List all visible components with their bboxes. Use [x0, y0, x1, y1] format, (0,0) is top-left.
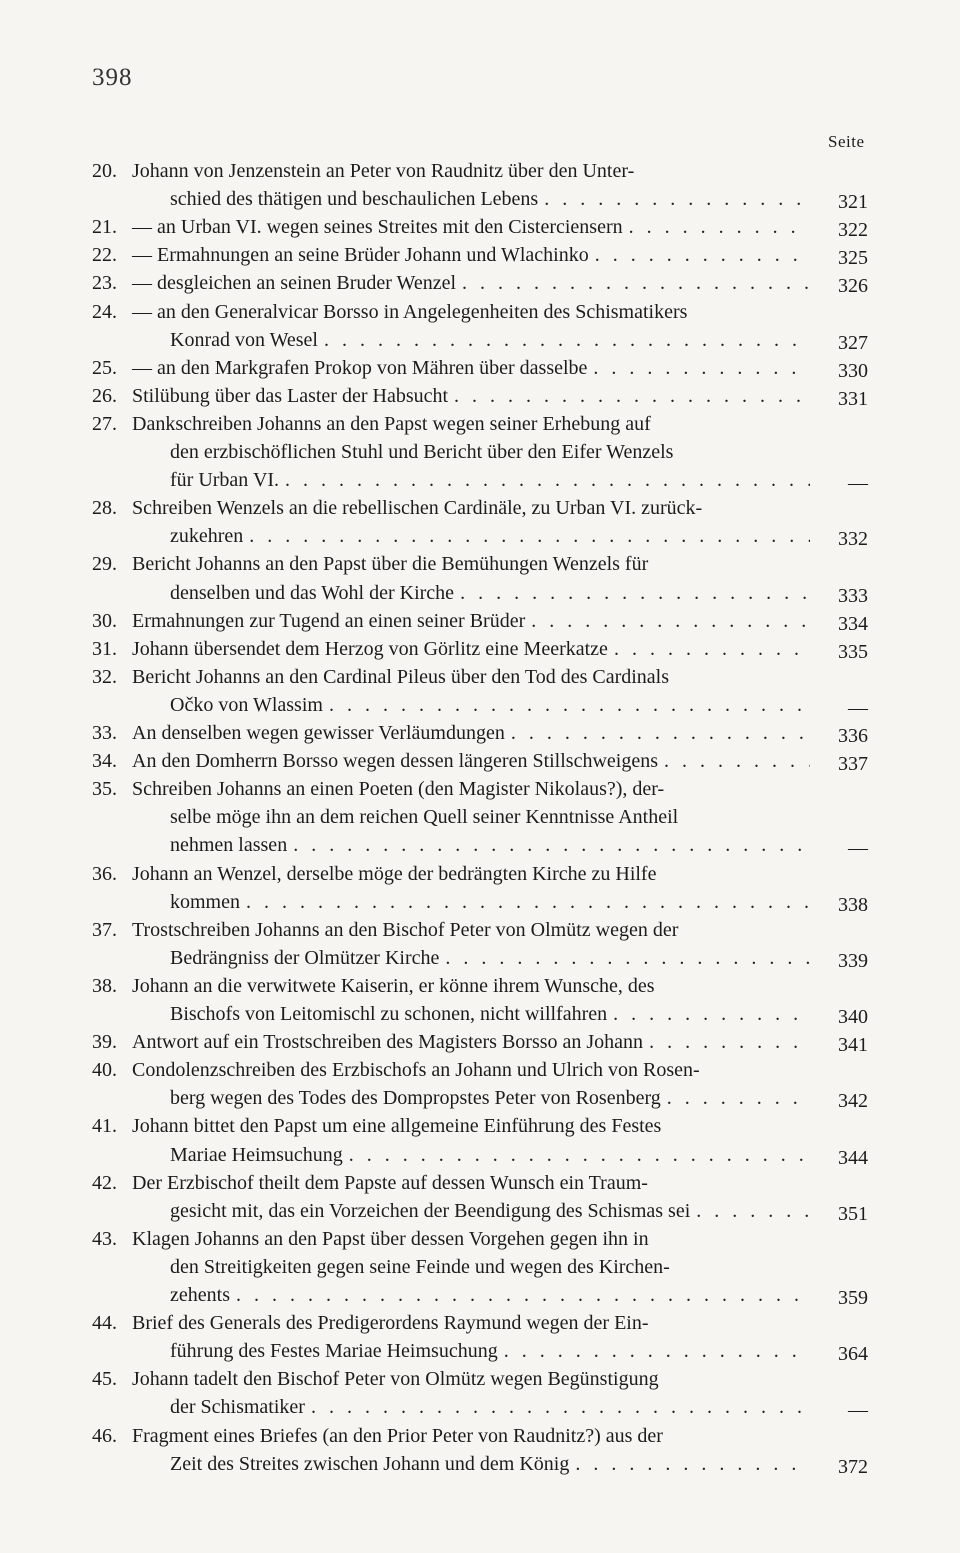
entry-title-text: Johann übersendet dem Herzog von Görlitz eine Meerkatze	[132, 637, 608, 660]
entry-title-text: Očko von Wlassim	[170, 693, 323, 716]
entry-title-text: An denselben wegen gewisser Verläumdungen	[132, 722, 505, 744]
entry-title-text: Johann bittet den Papst um eine allgemeine Einführung des Festes	[132, 1115, 662, 1138]
toc-entry-line	[92, 214, 810, 240]
entry-page-number: —	[848, 1399, 868, 1422]
toc-entry-line	[170, 467, 810, 493]
entry-title-text: Bericht Johanns an den Papst über die Bemühungen Wenzels für	[132, 553, 649, 576]
entry-title-text: Trostschreiben Johanns an den Bischof Peter von Olmütz wegen der	[132, 918, 679, 941]
entry-page-number: 332	[838, 528, 868, 551]
entry-number: 42.	[92, 1171, 117, 1194]
entry-title-text: Johann von Jenzenstein an Peter von Raudnitz über den Unter-	[132, 160, 635, 182]
entry-number: 29.	[92, 553, 117, 576]
toc-entry-line	[170, 1001, 810, 1027]
dot-leader	[613, 1001, 810, 1027]
toc-entry-line	[92, 1057, 810, 1083]
dot-leader	[285, 467, 810, 493]
toc-entry-line	[170, 523, 810, 549]
toc-entry-line	[92, 720, 810, 746]
toc-entry-line	[170, 889, 810, 915]
column-header-seite: Seite	[828, 132, 865, 151]
dot-leader	[460, 580, 810, 606]
dot-leader	[454, 383, 810, 409]
entry-number: 38.	[92, 974, 117, 997]
entry-title-text: denselben und das Wohl der Kirche	[170, 581, 455, 604]
entry-title-text: Bischofs von Leitomischl zu schonen, nicht willfahren	[170, 1003, 608, 1025]
entry-title-text: zehents	[170, 1284, 230, 1306]
entry-number: 43.	[92, 1227, 117, 1250]
toc-entry-line	[170, 580, 810, 606]
dot-leader	[511, 720, 810, 746]
entry-title-text: schied des thätigen und beschaulichen Lebens	[170, 188, 539, 211]
entry-title-text: Ermahnungen zur Tugend an einen seiner Brüder	[132, 609, 526, 632]
entry-number: 35.	[92, 778, 117, 801]
entry-title-text: Dankschreiben Johanns an den Papst wegen seiner Erhebung auf	[132, 412, 651, 435]
entry-number: 34.	[92, 750, 117, 773]
entry-number: 41.	[92, 1115, 117, 1138]
dot-leader	[324, 327, 810, 353]
toc-entry-line	[170, 832, 810, 858]
toc-entry-line	[170, 1338, 810, 1364]
entry-title-text: Konrad von Wesel	[170, 328, 318, 351]
dot-leader	[236, 1282, 810, 1308]
entry-page-number: 364	[838, 1343, 868, 1366]
entry-title-text: Brief des Generals des Predigerordens Raymund wegen der Ein-	[132, 1312, 649, 1335]
dot-leader	[649, 1029, 810, 1055]
entry-page-number: 342	[838, 1090, 868, 1113]
entry-page-number: 351	[838, 1202, 868, 1225]
entry-page-number: 340	[838, 1006, 868, 1028]
toc-entry-line	[92, 1170, 810, 1196]
entry-title-text: Klagen Johanns an den Papst über dessen Vorgehen gegen ihn in	[132, 1227, 649, 1250]
entry-number: 28.	[92, 497, 117, 520]
dot-leader	[696, 1198, 810, 1224]
dot-leader	[667, 1085, 810, 1111]
dot-leader	[575, 1451, 810, 1477]
toc-entry-line	[92, 383, 810, 409]
toc-entry-line	[170, 1254, 810, 1280]
entry-title-text: Zeit des Streites zwischen Johann und dem König	[170, 1452, 570, 1475]
entry-page-number: 341	[838, 1034, 868, 1057]
entry-title-text: — Ermahnungen an seine Brüder Johann und Wlachinko	[132, 244, 589, 267]
entry-title-text: — desgleichen an seinen Bruder Wenzel	[132, 272, 457, 295]
entry-title-text: selbe möge ihn an dem reichen Quell seiner Kenntnisse Antheil	[170, 806, 679, 829]
entry-page-number: 330	[838, 359, 868, 382]
dot-leader	[544, 186, 810, 212]
entry-title-text: für Urban VI.	[170, 469, 280, 492]
dot-leader	[329, 692, 810, 718]
dot-leader	[349, 1142, 810, 1168]
toc-entry-line	[170, 1282, 810, 1308]
entry-number: 44.	[92, 1312, 117, 1335]
toc-entry-line	[170, 804, 810, 830]
entry-title-text: kommen	[170, 890, 240, 913]
toc-entry-line	[170, 692, 810, 718]
toc-entry-line	[170, 186, 810, 212]
entry-title-text: Antwort auf ein Trostschreiben des Magisters Borsso an Johann	[132, 1031, 644, 1054]
entry-number: 23.	[92, 272, 117, 295]
toc-entry-line	[92, 1113, 810, 1139]
entry-title-text: Fragment eines Briefes (an den Prior Peter von Raudnitz?) aus der	[132, 1424, 663, 1447]
toc-entry-line	[170, 1085, 810, 1111]
entry-number: 25.	[92, 356, 117, 379]
entry-number: 20.	[92, 160, 117, 182]
dot-leader	[249, 523, 810, 549]
entry-number: 40.	[92, 1059, 117, 1082]
dot-leader	[531, 608, 810, 634]
entry-title-text: Condolenzschreiben des Erzbischofs an Johann und Ulrich von Rosen-	[132, 1059, 700, 1082]
toc-entry-line	[92, 664, 810, 690]
entry-number: 22.	[92, 244, 117, 267]
entry-title-text: berg wegen des Todes des Dompropstes Peter von Rosenberg	[170, 1087, 661, 1110]
entry-title-text: Mariae Heimsuchung	[170, 1143, 343, 1166]
entry-page-number: 336	[838, 725, 868, 747]
toc-entry-line	[170, 439, 810, 465]
entry-number: 46.	[92, 1424, 117, 1447]
entry-title-text: den Streitigkeiten gegen seine Feinde und wegen des Kirchen-	[170, 1255, 670, 1278]
dot-leader	[445, 945, 810, 971]
entry-title-text: Bedrängniss der Olmützer Kirche	[170, 946, 440, 969]
dot-leader	[593, 355, 810, 381]
entry-number: 30.	[92, 609, 117, 632]
toc-entry-line	[92, 917, 810, 943]
toc-entry-line	[92, 973, 810, 999]
entry-number: 32.	[92, 665, 117, 688]
entry-number: 21.	[92, 216, 117, 239]
entry-number: 26.	[92, 384, 117, 407]
entry-title-text: zukehren	[170, 525, 244, 548]
entry-page-number: —	[848, 837, 868, 860]
entry-number: 36.	[92, 862, 117, 885]
entry-title-text: Bericht Johanns an den Cardinal Pileus über den Tod des Cardinals	[132, 665, 670, 688]
entry-page-number: 327	[838, 331, 868, 354]
entry-page-number: 372	[838, 1455, 868, 1478]
entry-page-number: 334	[838, 612, 868, 635]
entry-page-number: 335	[838, 640, 868, 663]
dot-leader	[595, 242, 810, 268]
entry-title-text: führung des Festes Mariae Heimsuchung	[170, 1340, 498, 1363]
dot-leader	[629, 214, 810, 240]
entry-page-number: 359	[838, 1287, 868, 1309]
entry-number: 37.	[92, 918, 117, 941]
dot-leader	[311, 1394, 810, 1420]
entry-page-number: 321	[838, 191, 868, 214]
toc-entry-line	[92, 411, 810, 437]
entry-title-text: Johann an Wenzel, derselbe möge der bedrängten Kirche zu Hilfe	[132, 862, 657, 885]
entry-page-number: 326	[838, 275, 868, 298]
entry-page-number: 325	[838, 247, 868, 270]
toc-entry-line	[92, 1423, 810, 1449]
toc-entry-line	[170, 1451, 810, 1477]
toc-entry-line	[170, 1198, 810, 1224]
toc-entry-line	[92, 748, 810, 774]
entry-title-text: Johann tadelt den Bischof Peter von Olmütz wegen Begünstigung	[132, 1368, 659, 1391]
toc-entry-line	[92, 1310, 810, 1336]
toc-entry-line	[170, 327, 810, 353]
entry-title-text: der Schismatiker	[170, 1396, 305, 1419]
entry-page-number: —	[848, 472, 868, 495]
entry-title-text: nehmen lassen	[170, 834, 288, 857]
entry-number: 39.	[92, 1031, 117, 1054]
toc-entry-line	[92, 270, 810, 296]
entry-title-text: Stilübung über das Laster der Habsucht	[132, 384, 449, 407]
toc-entry-line	[92, 551, 810, 577]
dot-leader	[664, 748, 810, 774]
toc-entry-line	[170, 1394, 810, 1420]
entry-title-text: Der Erzbischof theilt dem Papste auf dessen Wunsch ein Traum-	[132, 1171, 648, 1194]
page-number: 398	[92, 64, 133, 91]
toc-entry-line	[92, 158, 810, 184]
toc-entry-line	[170, 1142, 810, 1168]
toc-entry-line	[92, 495, 810, 521]
entry-page-number: 333	[838, 584, 868, 607]
entry-page-number: 339	[838, 949, 868, 972]
dot-leader	[614, 636, 810, 662]
toc-entry-line	[92, 299, 810, 325]
toc-entry-line	[92, 242, 810, 268]
toc-entry-line	[92, 355, 810, 381]
entry-title-text: Schreiben Johanns an einen Poeten (den Magister Nikolaus?), der-	[132, 778, 665, 801]
toc-entry-line	[92, 608, 810, 634]
toc-entry-line	[170, 945, 810, 971]
toc-entry-line	[92, 636, 810, 662]
toc-entry-line	[92, 776, 810, 802]
entry-title-text: An den Domherrn Borsso wegen dessen längeren Stillschweigens	[132, 750, 658, 773]
entry-title-text: Schreiben Wenzels an die rebellischen Cardinäle, zu Urban VI. zurück-	[132, 497, 703, 520]
entry-title-text: den erzbischöflichen Stuhl und Bericht über den Eifer Wenzels	[170, 441, 674, 463]
entry-number: 24.	[92, 300, 117, 323]
entry-page-number: 331	[838, 387, 868, 410]
entry-page-number: 322	[838, 219, 868, 242]
entry-title-text: — an Urban VI. wegen seines Streites mit den Cisterciensern	[132, 216, 623, 239]
entry-number: 31.	[92, 637, 117, 660]
entry-title-text: — an den Markgrafen Prokop von Mähren über dasselbe	[132, 356, 588, 379]
entry-number: 45.	[92, 1368, 117, 1391]
toc-entry-line	[92, 861, 810, 887]
entry-number: 27.	[92, 412, 117, 435]
dot-leader	[462, 270, 810, 296]
entry-title-text: Johann an die verwitwete Kaiserin, er könne ihrem Wunsche, des	[132, 974, 655, 997]
entry-page-number: 344	[838, 1146, 868, 1169]
entry-number: 33.	[92, 722, 117, 744]
entry-page-number: 337	[838, 753, 868, 776]
dot-leader	[293, 832, 810, 858]
toc-entry-line	[92, 1029, 810, 1055]
toc-entry-line	[92, 1366, 810, 1392]
entry-page-number: —	[848, 696, 868, 719]
dot-leader	[504, 1338, 810, 1364]
dot-leader	[246, 889, 810, 915]
entry-title-text: — an den Generalvicar Borsso in Angelegenheiten des Schismatikers	[132, 300, 688, 323]
entry-title-text: gesicht mit, das ein Vorzeichen der Beendigung des Schismas sei	[170, 1199, 691, 1222]
toc-entry-line	[92, 1226, 810, 1252]
entry-page-number: 338	[838, 893, 868, 916]
